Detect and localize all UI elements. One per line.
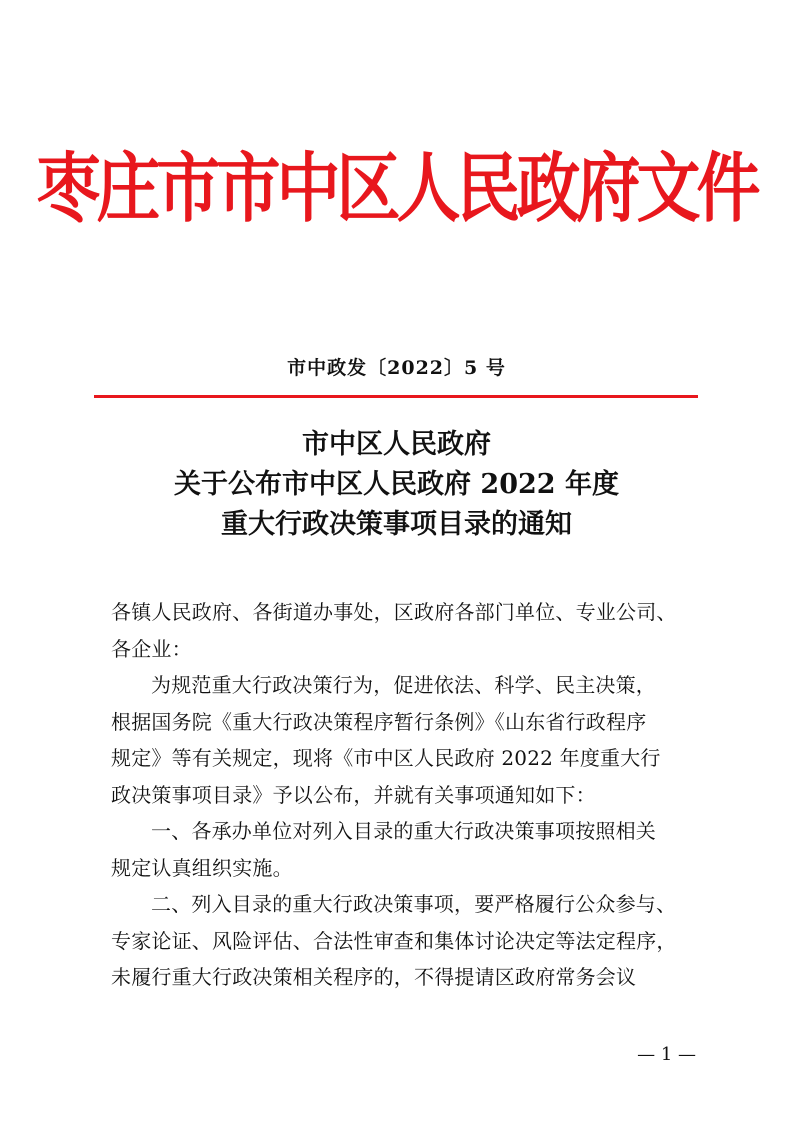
- document-number: 市中政发〔2022〕5 号: [287, 357, 506, 379]
- red-divider-line: [94, 395, 698, 398]
- body-line: 各企业：: [111, 636, 192, 661]
- notice-title: [0, 425, 793, 545]
- body-line: 规定认真组织实施。: [111, 855, 293, 880]
- body-line: 为规范重大行政决策行为，促进依法、科学、民主决策，: [151, 673, 656, 697]
- body-line: 未履行重大行政决策相关程序的，不得提请区政府常务会议: [111, 965, 637, 989]
- body-line: 专家论证、风险评估、合法性审查和集体讨论决定等法定程序，: [111, 928, 677, 953]
- body-line: 政决策事项目录》予以公布，并就有关事项通知如下：: [111, 782, 596, 807]
- document-header-title: 枣庄市市中区人民政府文件: [36, 145, 757, 234]
- notice-title-line: 重大行政决策事项目录的通知: [221, 509, 572, 540]
- notice-body: [111, 594, 697, 996]
- body-line: 规定》等有关规定，现将《市中区人民政府 2022 年度重大行: [111, 746, 661, 770]
- page-number: — 1 —: [637, 1044, 696, 1065]
- notice-title-line: 关于公布市中区人民政府 2022 年度: [174, 469, 619, 500]
- body-line: 二、列入目录的重大行政决策事项，要严格履行公众参与、: [151, 892, 677, 916]
- body-line: 根据国务院《重大行政决策程序暂行条例》《山东省行政程序: [111, 709, 647, 734]
- body-line: 一、各承办单位对列入目录的重大行政决策事项按照相关: [151, 819, 656, 843]
- notice-title-line: 市中区人民政府: [302, 429, 491, 460]
- body-line: 各镇人民政府、各街道办事处，区政府各部门单位、专业公司、: [111, 600, 677, 624]
